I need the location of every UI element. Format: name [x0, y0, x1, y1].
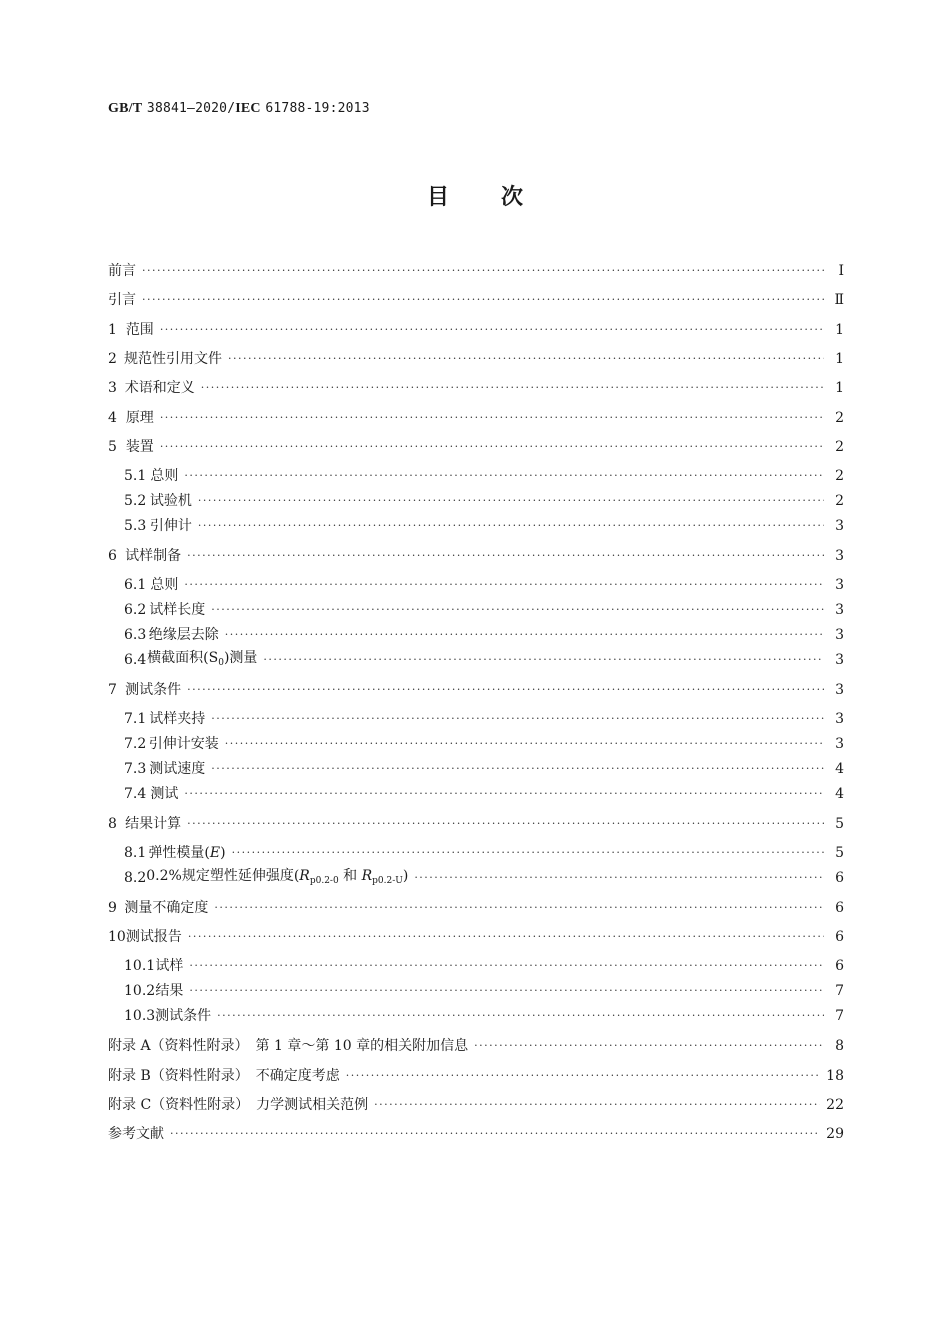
toc-page-number: 3	[835, 711, 844, 727]
dot-leader	[474, 1036, 824, 1056]
toc-entry-1[interactable]	[108, 320, 844, 340]
toc-entry-4[interactable]	[108, 408, 844, 428]
toc-entry-label: 术语和定义	[124, 380, 195, 396]
toc-entry-label: 引伸计安装	[148, 736, 219, 752]
toc-entry-10-2[interactable]	[124, 981, 844, 1001]
dot-leader	[188, 927, 824, 947]
toc-entry-number: 1	[108, 322, 117, 338]
dot-leader	[211, 759, 824, 779]
toc-entry-bibliography[interactable]	[108, 1124, 844, 1144]
toc-page-number: 1	[835, 380, 844, 396]
variable: R	[361, 867, 373, 884]
dot-leader	[170, 1124, 820, 1144]
toc-entry-10-1[interactable]	[124, 956, 844, 976]
toc-page-number: 22	[826, 1097, 844, 1113]
toc-entry-introduction[interactable]	[108, 290, 844, 310]
toc-page-number: 6	[835, 929, 844, 945]
toc-entry-number: 7.1	[124, 711, 147, 727]
dot-leader	[184, 466, 824, 486]
toc-entry-number: 7	[108, 682, 117, 698]
dot-leader	[414, 868, 824, 888]
toc-page-number: 1	[835, 351, 844, 367]
toc-page-number: 2	[835, 439, 844, 455]
toc-entry-number: 5.2	[124, 493, 147, 509]
dot-leader	[187, 546, 824, 566]
toc-entry-label: 规范性引用文件	[123, 351, 222, 367]
toc-entry-5[interactable]	[108, 437, 844, 457]
subscript: p0.2-0	[309, 875, 339, 886]
toc-entry-8[interactable]	[108, 814, 844, 834]
toc-page-number: Ⅰ	[838, 263, 844, 279]
toc-page-number: 6	[835, 900, 844, 916]
toc-entry-number: 10.3	[124, 1008, 156, 1024]
toc-page-number: 6	[835, 870, 844, 886]
toc-page-number: 1	[835, 322, 844, 338]
toc-entry-number: 6	[108, 548, 117, 564]
toc-page-number: 29	[826, 1126, 844, 1142]
toc-entry-label: 范围	[125, 322, 154, 338]
dot-leader	[189, 981, 824, 1001]
toc-page-number: 5	[835, 816, 844, 832]
toc-entry-label: 总则	[150, 468, 179, 484]
toc-entry-label: 测试条件	[155, 1008, 212, 1024]
dot-leader	[225, 734, 824, 754]
toc-entry-10-3[interactable]	[124, 1006, 844, 1026]
toc-entry-number: 5	[108, 439, 117, 455]
standard-header	[108, 100, 370, 117]
toc-entry-number: 5.3	[124, 518, 147, 534]
toc-entry-label: 附录 A（资料性附录） 第 1 章～第 10 章的相关附加信息	[108, 1038, 469, 1054]
toc-entry-number: 8.1	[124, 845, 147, 861]
dot-leader	[198, 516, 824, 536]
toc-entry-annex-a[interactable]	[108, 1036, 844, 1056]
toc-page-number: 2	[835, 493, 844, 509]
toc-entry-label	[147, 648, 257, 673]
toc-entry-number: 7.4	[124, 786, 147, 802]
toc-entry-label: 测试条件	[125, 682, 182, 698]
dot-leader	[263, 650, 824, 670]
toc-entry-number: 5.1	[124, 468, 147, 484]
toc-entry-label: 绝缘层去除	[148, 627, 219, 643]
variable: E	[209, 845, 221, 861]
dot-leader	[142, 261, 824, 281]
toc-entry-label: 测试	[150, 786, 179, 802]
dot-leader	[142, 290, 824, 310]
toc-entry-number: 7.3	[124, 761, 147, 777]
toc-entry-10[interactable]	[108, 927, 844, 947]
toc-entry-9[interactable]	[108, 898, 844, 918]
toc-page-number: 18	[826, 1068, 844, 1084]
toc-entry-label: 总则	[150, 577, 179, 593]
toc-page-number: 3	[835, 577, 844, 593]
toc-entry-label: 试样夹持	[149, 711, 206, 727]
toc-page-number: 7	[835, 983, 844, 999]
toc-entry-number: 3	[108, 380, 117, 396]
toc-entry-label: 参考文献	[108, 1126, 164, 1142]
dot-leader	[214, 898, 824, 918]
toc-page-number: 3	[835, 548, 844, 564]
toc-entry-7-3[interactable]	[124, 759, 844, 779]
toc-entry-6-1[interactable]	[124, 575, 844, 595]
toc-entry-label: 试样长度	[149, 602, 206, 618]
toc-entry-5-2[interactable]	[124, 491, 844, 511]
toc-page-number: 3	[835, 652, 844, 668]
toc-entry-label: 原理	[125, 410, 154, 426]
toc-page-number: 4	[835, 786, 844, 802]
dot-leader	[187, 680, 824, 700]
dot-leader	[232, 843, 824, 863]
dot-leader	[374, 1095, 820, 1115]
toc-page-number: 4	[835, 761, 844, 777]
toc-entry-preface[interactable]	[108, 261, 844, 281]
dot-leader	[160, 320, 824, 340]
toc-page-number: 3	[835, 736, 844, 752]
toc-entry-label: 附录 C（资料性附录） 力学测试相关范例	[108, 1097, 369, 1113]
toc-entry-8-2[interactable]	[124, 868, 844, 888]
toc-entry-7-2[interactable]	[124, 734, 844, 754]
dot-leader	[211, 600, 824, 620]
dot-leader	[198, 491, 824, 511]
toc-entry-number: 8.2	[124, 870, 147, 886]
iec-number: 61788-19:2013	[265, 101, 370, 116]
toc-page-number: 6	[835, 958, 844, 974]
page-title: 目次	[426, 185, 575, 210]
toc-entry-label: 附录 B（资料性附录） 不确定度考虑	[108, 1068, 340, 1084]
toc-entry-5-1[interactable]	[124, 466, 844, 486]
toc-entry-number: 10	[108, 929, 126, 945]
toc-page-number: 2	[835, 468, 844, 484]
label-text: )测量	[223, 649, 258, 666]
toc-entry-label: 前言	[108, 263, 136, 279]
dot-leader	[346, 1066, 820, 1086]
dot-leader	[228, 349, 824, 369]
toc-entry-number: 6.3	[124, 627, 147, 643]
toc-entry-number: 6.1	[124, 577, 147, 593]
toc-entry-6-4[interactable]	[124, 650, 844, 670]
toc-entry-label: 测试报告	[125, 929, 182, 945]
toc-page-number: 3	[835, 518, 844, 534]
toc-entry-label: 测量不确定度	[124, 900, 209, 916]
toc-entry-number: 7.2	[124, 736, 147, 752]
toc-entry-label: 引言	[108, 292, 136, 308]
toc-page-number: Ⅱ	[834, 292, 844, 308]
dot-leader	[211, 709, 824, 729]
toc-entry-number: 6.2	[124, 602, 147, 618]
toc-entry-6-3[interactable]	[124, 625, 844, 645]
toc-entry-label	[146, 866, 408, 891]
dot-leader	[160, 437, 824, 457]
toc-page-number: 8	[835, 1038, 844, 1054]
toc-entry-number: 2	[108, 351, 117, 367]
label-text: 横截面积(S	[147, 649, 219, 666]
toc-entry-number: 9	[108, 900, 117, 916]
toc-page-number: 7	[835, 1008, 844, 1024]
toc-entry-label: 引伸计	[149, 518, 192, 534]
toc-entry-number: 4	[108, 410, 117, 426]
subscript: p0.2-U	[372, 875, 403, 886]
toc-entry-number: 8	[108, 816, 117, 832]
toc-entry-number: 10.2	[124, 983, 156, 999]
dot-leader	[189, 956, 824, 976]
dot-leader	[187, 814, 824, 834]
toc-entry-7-4[interactable]	[124, 784, 844, 804]
toc-entry-label: 测试速度	[149, 761, 206, 777]
variable: R	[299, 867, 310, 884]
standard-prefix: GB/T	[108, 101, 143, 116]
label-text: 弹性模量(	[148, 845, 210, 861]
toc-entry-label: 试样	[155, 958, 184, 974]
dot-leader	[225, 625, 824, 645]
iec-prefix: IEC	[235, 101, 261, 116]
toc-page-number: 3	[835, 682, 844, 698]
toc-page-number: 5	[835, 845, 844, 861]
toc-entry-7[interactable]	[108, 680, 844, 700]
toc-entry-annex-c[interactable]	[108, 1095, 844, 1115]
label-text: 和	[338, 867, 362, 884]
label-text: )	[402, 867, 409, 884]
toc-page-number: 3	[835, 602, 844, 618]
toc-entry-8-1[interactable]	[124, 843, 844, 863]
toc-entry-label: 结果计算	[125, 816, 182, 832]
toc-entry-number: 10.1	[124, 958, 156, 974]
dot-leader	[217, 1006, 824, 1026]
dot-leader	[184, 784, 824, 804]
toc-entry-label	[148, 843, 225, 863]
toc-entry-label: 试样制备	[125, 548, 182, 564]
dot-leader	[201, 378, 824, 398]
subscript: 0	[218, 657, 224, 668]
toc-entry-2[interactable]	[108, 349, 844, 369]
toc-entry-number: 6.4	[124, 652, 147, 668]
toc-entry-label: 试验机	[149, 493, 192, 509]
toc-entry-6-2[interactable]	[124, 600, 844, 620]
dot-leader	[160, 408, 824, 428]
toc-entry-annex-b[interactable]	[108, 1066, 844, 1086]
label-text: )	[220, 845, 226, 861]
toc-page-number: 2	[835, 410, 844, 426]
standard-number: 38841—2020/	[146, 101, 236, 116]
toc-entry-3[interactable]	[108, 378, 844, 398]
toc-entry-7-1[interactable]	[124, 709, 844, 729]
toc-entry-label: 装置	[125, 439, 154, 455]
toc-entry-5-3[interactable]	[124, 516, 844, 536]
toc-entry-6[interactable]	[108, 546, 844, 566]
toc-entry-label: 结果	[155, 983, 184, 999]
label-text: 0.2%规定塑性延伸强度(	[146, 867, 300, 884]
toc-page-number: 3	[835, 627, 844, 643]
dot-leader	[184, 575, 824, 595]
